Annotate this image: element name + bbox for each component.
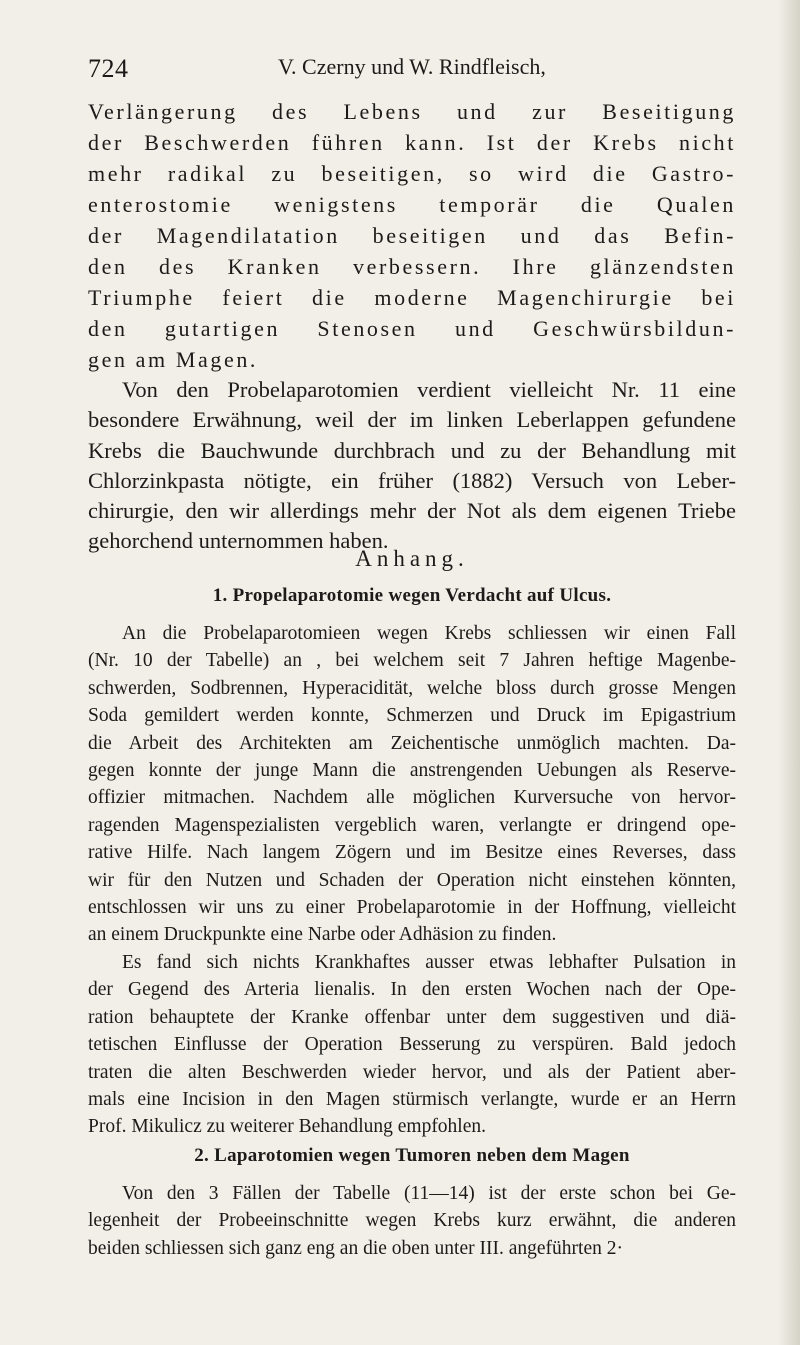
text-line: rative Hilfe. Nach langem Zögern und im Besitze eines Reverses, dass (88, 842, 736, 864)
text-line: legenheit der Probeeinschnitte wegen Krebs kurz erwähnt, die anderen (88, 1210, 736, 1232)
page-edge-shadow (778, 0, 800, 1345)
text-line: An die Probelaparotomieen wegen Krebs schliessen wir einen Fall (122, 623, 736, 644)
text-line: gehorchend unternommen haben. (88, 528, 389, 554)
appendix-heading: Anhang. (355, 546, 469, 571)
text-line: der Gegend des Arteria lienalis. In den ersten Wochen nach der Ope- (88, 979, 736, 1001)
text-line: den des Kranken verbessern. Ihre glänzendsten (88, 254, 736, 279)
text-line: offizier mitmachen. Nachdem alle möglichen Kurversuche von hervor- (88, 787, 736, 809)
text-line: Prof. Mikulicz zu weiterer Behandlung empfohlen. (88, 1116, 487, 1138)
section-1-title: 1. Propelaparotomie wegen Verdacht auf Ulcus. (212, 585, 612, 606)
probelaparotomie-paragraph (88, 375, 736, 557)
text-line: Von den Probelaparotomien verdient vielleicht Nr. 11 eine (122, 377, 736, 402)
intro-paragraph (88, 96, 736, 557)
text-line: an einem Druckpunkte eine Narbe oder Adhäsion zu finden. (88, 924, 557, 946)
text-line: mehr radikal zu beseitigen, so wird die Gastro- (88, 161, 736, 186)
text-line: (Nr. 10 der Tabelle) an , bei welchem seit 7 Jahren heftige Magenbe- (88, 650, 736, 672)
text-line: Es fand sich nichts Krankhaftes ausser etwas lebhafter Pulsation in (122, 951, 736, 973)
text-line: beiden schliessen sich ganz eng an die oben unter III. angeführten 2· (88, 1237, 623, 1259)
text-line: besondere Erwähnung, weil der im linken Leberlappen gefundene (88, 407, 736, 433)
page-header (88, 54, 728, 88)
running-head: V. Czerny und W. Rindfleisch, (278, 54, 546, 79)
text-line: der Beschwerden führen kann. Ist der Krebs nicht (88, 130, 736, 155)
text-line: der Magendilatation beseitigen und das Befin- (88, 223, 736, 248)
text-line: wir für den Nutzen und Schaden der Operation nicht einstehen könnten, (88, 869, 736, 891)
text-line: die Arbeit des Architekten am Zeichentische unmöglich machten. Da- (88, 732, 736, 754)
text-line: chirurgie, den wir allerdings mehr der Not als dem eigenen Triebe (88, 498, 736, 524)
text-line: ration behauptete der Kranke offenbar unter dem suggestiven und diä- (88, 1006, 736, 1028)
text-line: mals eine Incision in den Magen stürmisch verlangte, wurde er an Herrn (88, 1088, 736, 1110)
text-line: Triumphe feiert die moderne Magenchirurgie bei (88, 285, 736, 310)
text-line: gen am Magen. (88, 347, 259, 372)
section-2-text (88, 1180, 736, 1262)
text-line: enterostomie wenigstens temporär die Qualen (88, 192, 736, 217)
page-number: 724 (88, 54, 129, 83)
section-1-text (88, 620, 736, 1141)
text-line: Chlorzinkpasta nötigte, ein früher (1882) Versuch von Leber- (88, 467, 736, 493)
text-line: schwerden, Sodbrennen, Hyperacidität, welche bloss durch grosse Mengen (88, 677, 736, 699)
text-line: entschlossen wir uns zu einer Probelaparotomie in der Hoffnung, vielleicht (88, 897, 736, 919)
text-line: ragenden Magenspezialisten vergeblich waren, verlangte er dringend ope- (88, 814, 736, 836)
text-line: Soda gemildert werden konnte, Schmerzen und Druck im Epigastrium (88, 705, 736, 727)
text-line: gegen konnte der junge Mann die anstrengenden Uebungen als Reserve- (88, 760, 736, 782)
text-line: tetischen Einflusse der Operation Besserung zu verspüren. Bald jedoch (88, 1034, 736, 1056)
text-line: traten die alten Beschwerden wieder hervor, und als der Patient aber- (88, 1061, 736, 1083)
text-line: Verlängerung des Lebens und zur Beseitigung (88, 99, 736, 124)
text-line: den gutartigen Stenosen und Geschwürsbildun- (88, 316, 736, 341)
text-line: Von den 3 Fällen der Tabelle (11—14) ist der erste schon bei Ge- (122, 1183, 736, 1204)
section-2-title: 2. Laparotomien wegen Tumoren neben dem Magen (194, 1145, 630, 1166)
text-line: Krebs die Bauchwunde durchbrach und zu der Behandlung mit (88, 437, 736, 463)
